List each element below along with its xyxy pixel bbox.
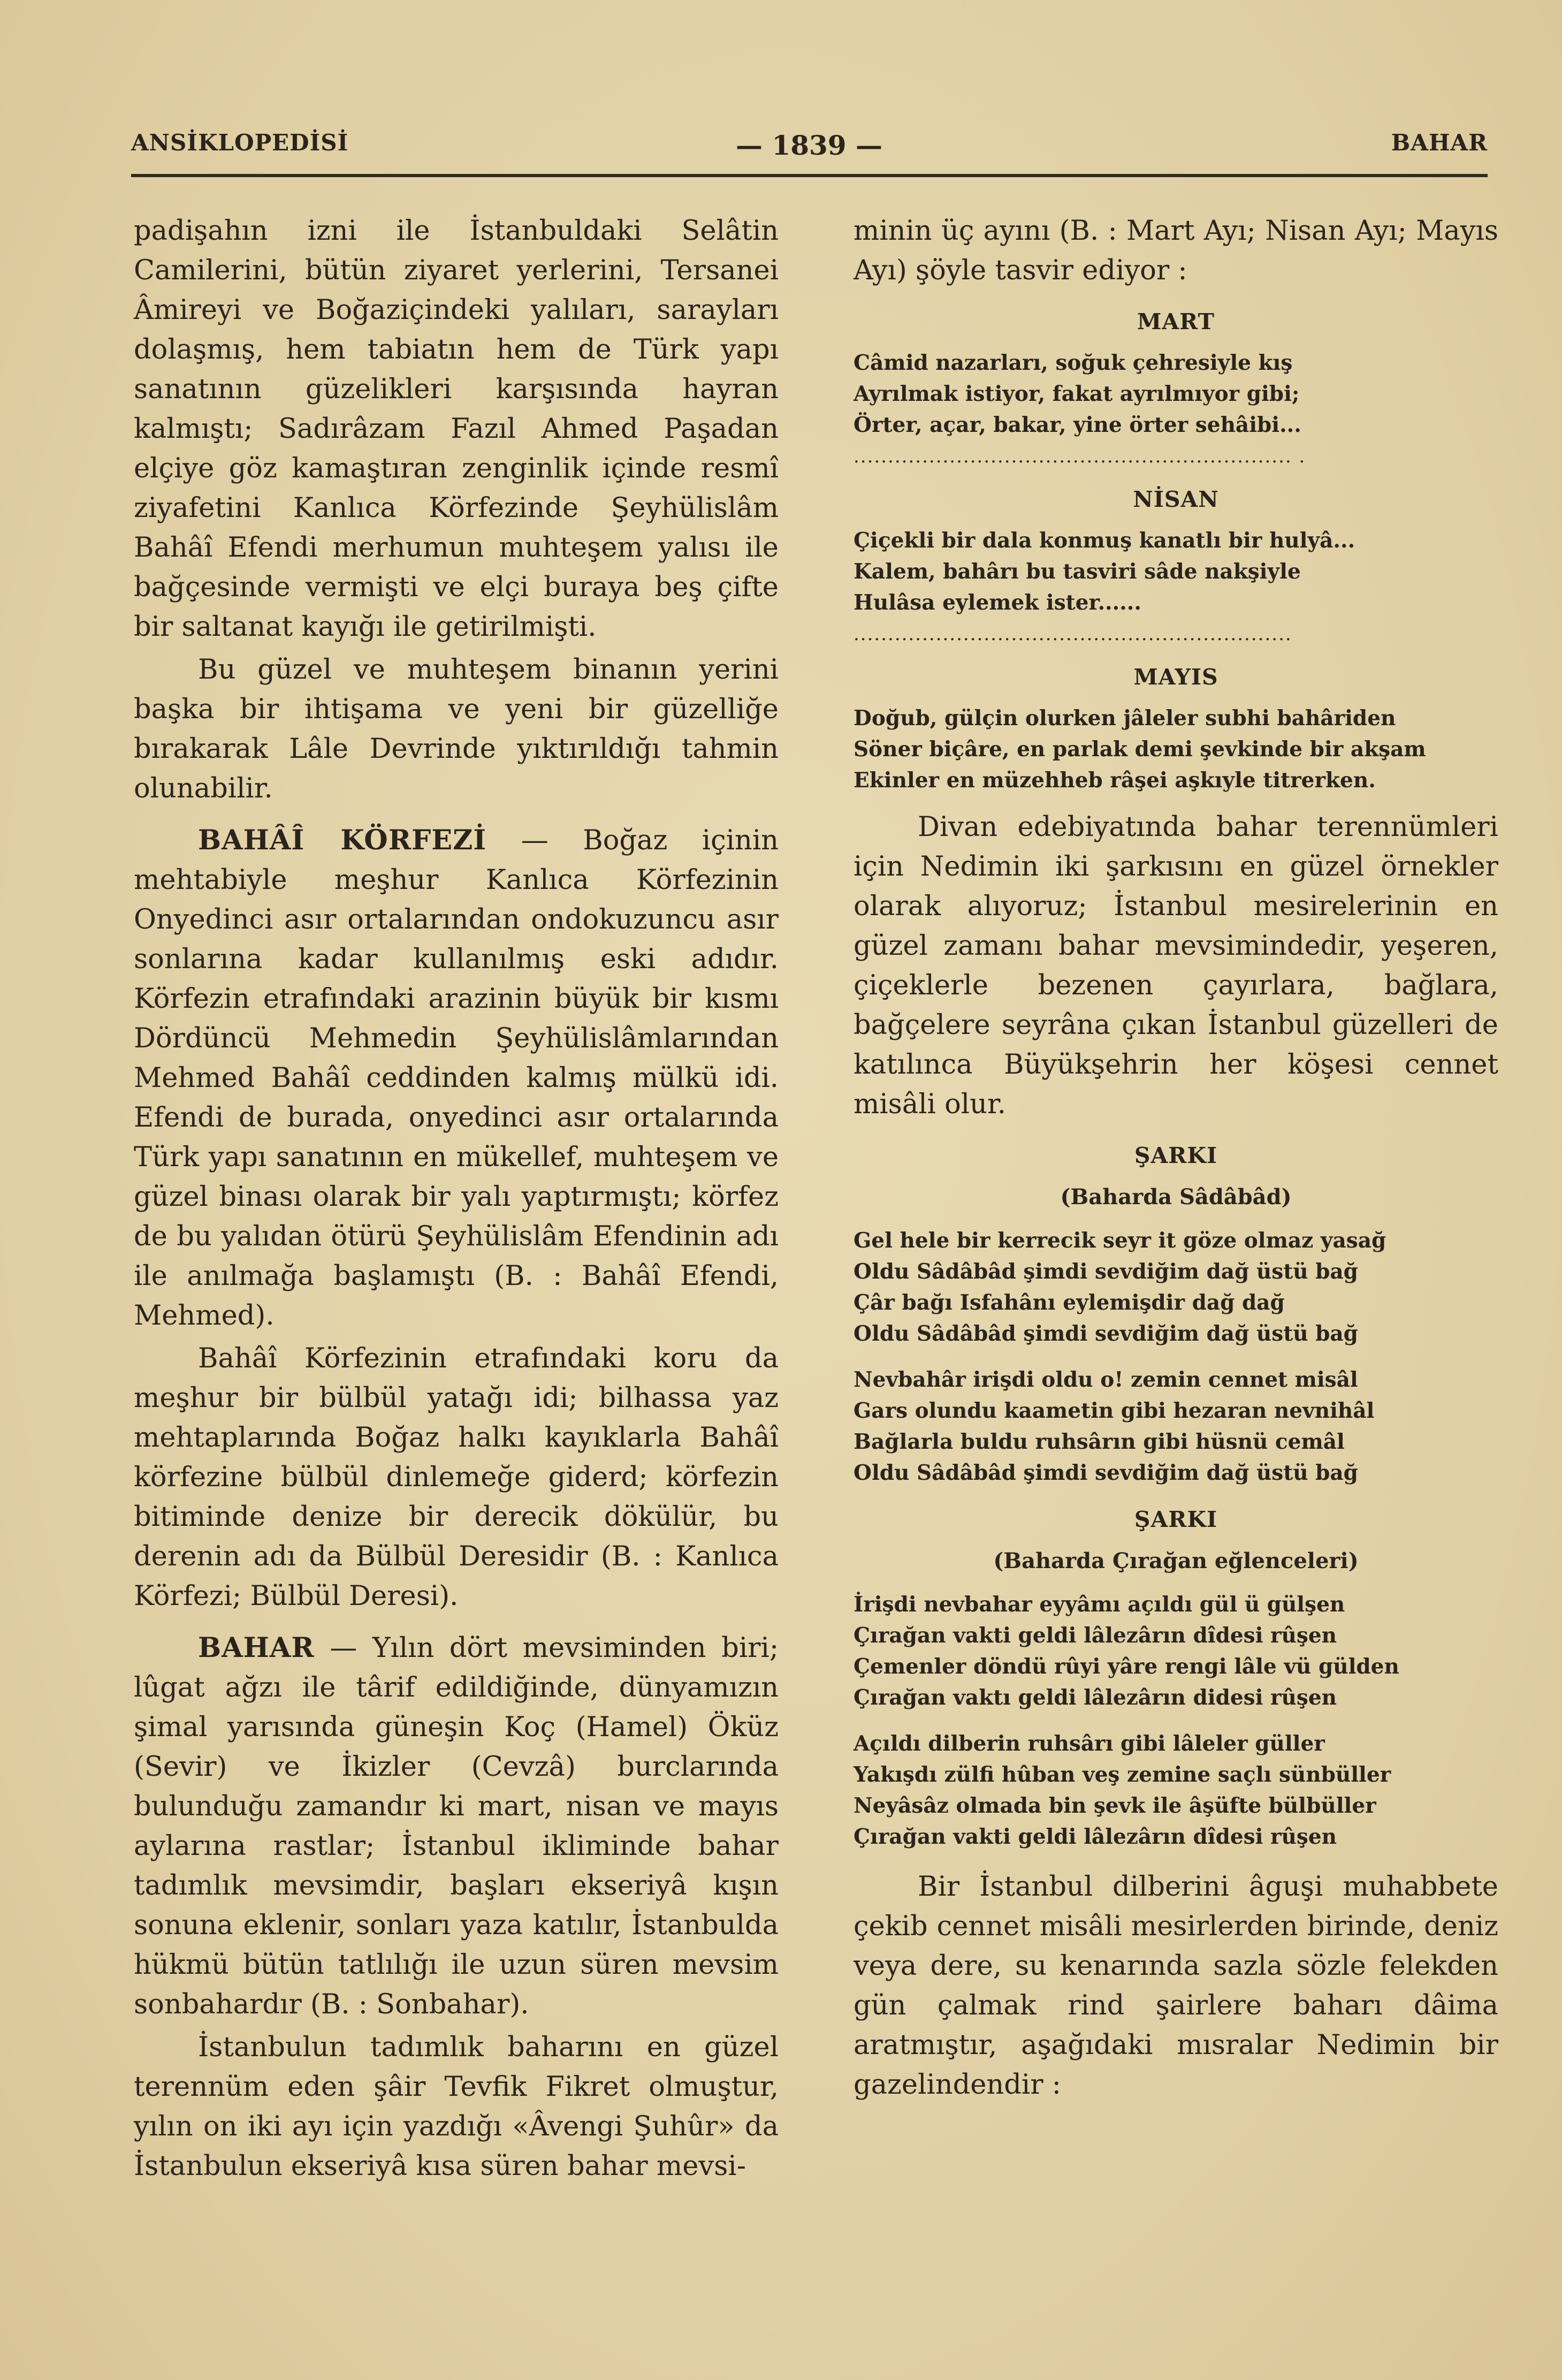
verse-line: Çiçekli bir dala konmuş kanatlı bir hulyâ... — [854, 528, 1355, 553]
entry-bahai-korfezi — [134, 820, 779, 1336]
poem-title-mart: MART — [1137, 309, 1215, 334]
entry-term-bahar: BAHAR — [198, 1632, 315, 1664]
verse-line: Örter, açar, bakar, yine örter sehâibi... — [854, 413, 1301, 437]
verse-line: Doğub, gülçin olurken jâleler subhi bahâriden — [854, 706, 1396, 731]
stanza — [854, 1225, 1498, 1349]
poem-title-sarki-2: ŞARKI — [1134, 1507, 1218, 1532]
verse-line: Açıldı dilberin ruhsârı gibi lâleler güller — [854, 1731, 1325, 1756]
verse-line: Gel hele bir kerrecik seyr it göze olmaz yasağ — [854, 1228, 1386, 1253]
entry-text-bahai-korfezi: — Boğaz içinin mehtabiyle meşhur Kanlıca Körfezinin Onyedinci asır ortalarından ondokuzuncu asır sonlarına kadar kullanılmış eski adıdır. Körfezin etrafındaki arazinin büyük bir kısmı Dördüncü Mehmedin Şeyhülislâmlarından Mehmed Bahâî ceddinden kalmış mülkü idi. Efendi de burada, onyedinci asır ortalarında Türk yapı sanatının en mükellef, muhteşem ve güzel binası olarak bir yalı yaptırmıştı; körfez de bu yalıdan ötürü Şeyhülislâm Efendinin adı ile anılmağa başlamıştı (B. : Bahâî Efendi, Mehmed). — [134, 825, 779, 1332]
poem-title-sarki-1: ŞARKI — [1134, 1143, 1218, 1168]
verse-line: Neyâsâz olmada bin şevk ile âşüfte bülbüller — [854, 1793, 1376, 1818]
poem-subtitle-sarki-1: (Baharda Sâdâbâd) — [1060, 1184, 1292, 1210]
poem-title-mayis: MAYIS — [1133, 664, 1218, 690]
verse-line: Söner biçâre, en parlak demi şevkinde bir akşam — [854, 737, 1426, 762]
entry-text-bahar: — Yılın dört mevsiminden biri; lûgat ağzı ile târif edildiğinde, dünyamızın şimal yarısında güneşin Koç (Hamel) Öküz (Sevir) ve İkizler (Cevzâ) burclarında bulunduğu zamandır ki mart, nisan ve mayıs aylarına rastlar; İstanbul ikliminde bahar tadımlık mevsimdir, başları ekseriyâ kışın sonuna eklenir, sonları yaza katılır, İstanbulda hükmü bütün tatlılığı ile uzun süren mevsim sonbahardır (B. : Sonbahar). — [134, 1632, 779, 2020]
right-column — [854, 211, 1498, 2105]
paragraph-selatin: padişahın izni ile İstanbuldaki Selâtin Camilerini, bütün ziyaret yerlerini, Tersanei Âmireyi ve Boğaziçindeki yalıları, sarayları dolaşmış, hem tabiatın hem de Türk yapı sanatının güzelikleri karşısında hayran kalmıştı; Sadırâzam Fazıl Ahmed Paşadan elçiye göz kamaştıran zenginlik içinde resmî ziyafetini Kanlıca Körfezinde Şeyhülislâm Bahâî Efendi merhumun muhteşem yalısı ile bağçesinde vermişti ve elçi buraya beş çifte bir saltanat kayığı ile getirilmişti. — [134, 215, 779, 643]
verse-line: Çemenler döndü rûyi yâre rengi lâle vü gülden — [854, 1654, 1399, 1679]
paragraph-uc-ay: minin üç ayını (B. : Mart Ayı; Nisan Ayı; Mayıs Ayı) şöyle tasvir ediyor : — [854, 215, 1498, 286]
stanza — [854, 1589, 1498, 1713]
verse-line: Nevbahâr irişdi oldu o! zemin cennet misâl — [854, 1367, 1358, 1392]
verse-line: Oldu Sâdâbâd şimdi sevdiğim dağ üstü bağ — [854, 1321, 1358, 1346]
ellipsis-divider: ................................................................ — [854, 623, 1292, 645]
poem-subtitle-sarki-2: (Baharda Çırağan eğlenceleri) — [993, 1548, 1359, 1573]
verse-line: Câmid nazarları, soğuk çehresiyle kış — [854, 351, 1293, 375]
stanza — [854, 1364, 1498, 1488]
stanza — [854, 1728, 1498, 1852]
entry-term-bahai-korfezi: BAHÂÎ KÖRFEZİ — [198, 824, 487, 856]
verse-line: Yakışdı zülfi hûban veş zemine saçlı sünbüller — [854, 1762, 1391, 1787]
page-number: — 1839 — — [736, 130, 882, 161]
poem-title-nisan: NİSAN — [1133, 486, 1219, 512]
verse-line: Oldu Sâdâbâd şimdi sevdiğim dağ üstü bağ — [854, 1461, 1358, 1485]
verse-line: Hulâsa eylemek ister...... — [854, 590, 1141, 615]
verse-line: Oldu Sâdâbâd şimdi sevdiğim dağ üstü bağ — [854, 1259, 1358, 1284]
verse-line: Ayrılmak istiyor, fakat ayrılmıyor gibi; — [854, 382, 1300, 406]
paragraph-divan: Divan edebiyatında bahar terennümleri için Nedimin iki şarkısını en güzel örnekler olarak alıyoruz; İstanbul mesirelerinin en güzel zamanı bahar mevsimindedir, yeşeren, çiçeklerle bezenen çayırlara, bağlara, bağçelere seyrâna çıkan İstanbul güzelleri de katılınca Büyükşehrin her köşesi cennet misâli olur. — [854, 811, 1498, 1120]
paragraph-bulbul-deresi: Bahâî Körfezinin etrafındaki koru da meşhur bir bülbül yatağı idi; bilhassa yaz mehtaplarında Boğaz halkı kayıklarla Bahâî körfezine bülbül dinlemeğe giderd; körfezin bitiminde denize bir derecik dökülür, bu derenin adı da Bülbül Deresidir (B. : Kanlıca Körfezi; Bülbül Deresi). — [134, 1343, 779, 1612]
page-header — [131, 122, 1488, 165]
running-head-left: ANSİKLOPEDİSİ — [131, 130, 349, 156]
verse-line: Kalem, bahârı bu tasviri sâde nakşiyle — [854, 559, 1301, 584]
verse-line: Çırağan vakti geldi lâlezârın dîdesi rûşen — [854, 1824, 1337, 1849]
header-rule — [131, 174, 1488, 177]
entry-bahar — [134, 1628, 779, 2025]
verse-line: Bağlarla buldu ruhsârın gibi hüsnü cemâl — [854, 1429, 1345, 1454]
verse-line: Çırağan vakti geldi lâlezârın dîdesi rûşen — [854, 1623, 1337, 1648]
paragraph-nedim-gazel: Bir İstanbul dilberini âguşi muhabbete çekib cennet misâli mesirlerden birinde, deniz veya dere, su kenarında sazla sözle felekden gün çalmak rind şairlere baharı dâima aratmıştır, aşağıdaki mısralar Nedimin bir gazelindendir : — [854, 1871, 1498, 2101]
verse-line: İrişdi nevbahar eyyâmı açıldı gül ü gülşen — [854, 1592, 1345, 1617]
verse-line: Gars olundu kaametin gibi hezaran nevnihâl — [854, 1398, 1375, 1423]
running-head-right: BAHAR — [1391, 130, 1488, 156]
paragraph-tevfik-fikret: İstanbulun tadımlık baharını en güzel terennüm eden şâir Tevfik Fikret olmuştur, yılın on iki ayı için yazdığı «Âvengi Şuhûr» da İstanbulun ekseriyâ kısa süren bahar mevsi- — [134, 2032, 779, 2182]
verse-line: Çâr bağı Isfahânı eylemişdir dağ dağ — [854, 1290, 1285, 1315]
left-column — [134, 211, 779, 2186]
ellipsis-divider: ................................................................ . — [854, 446, 1306, 467]
paragraph-lale-devri: Bu güzel ve muhteşem binanın yerini başka bir ihtişama ve yeni bir güzelliğe bırakarak Lâle Devrinde yıktırıldığı tahmin olunabilir. — [134, 654, 779, 804]
verse-line: Ekinler en müzehheb râşei aşkıyle titrerken. — [854, 768, 1376, 793]
verse-line: Çırağan vaktı geldi lâlezârın didesi rûşen — [854, 1685, 1337, 1710]
